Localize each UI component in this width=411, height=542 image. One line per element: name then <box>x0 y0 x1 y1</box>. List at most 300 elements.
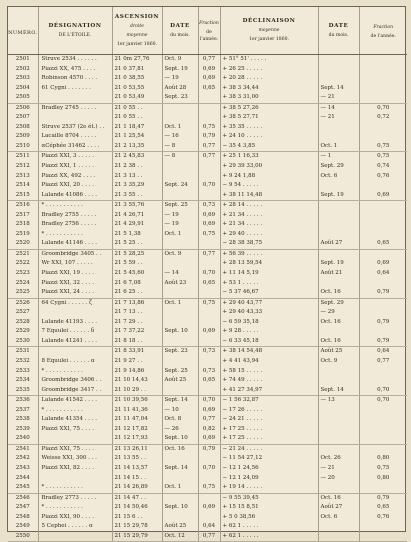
ascension-header: ASCENSION droite moyenne 1er janvier 1860. <box>112 7 162 55</box>
ra-fraction: 0,69 <box>198 434 220 444</box>
star-designation: Lalande 41146 . . . . <box>38 239 112 249</box>
ra-fraction: 0,75 <box>198 298 220 308</box>
right-ascension: 21 11 41,36 <box>112 406 162 416</box>
right-ascension: 21 5 25 . . <box>112 239 162 249</box>
dec-fraction: 0,76 <box>377 172 390 179</box>
row-number: 2542 <box>8 454 38 464</box>
ra-date: Sept. 19 <box>162 65 198 75</box>
right-ascension: 21 5 1,38 <box>112 230 162 240</box>
star-designation: Lacaille 8704 . . . . . <box>38 132 112 142</box>
declination: + 56 39 . . . . . <box>220 249 318 259</box>
table-row <box>8 191 407 201</box>
ra-date <box>162 113 198 123</box>
right-ascension: 21 4 26,71 <box>112 211 162 221</box>
dec-fraction: 0,69 <box>359 191 407 201</box>
dec-fraction: 0,70 <box>377 397 390 404</box>
star-designation: 5 Cephei . . . . . . α <box>38 522 112 532</box>
right-ascension: 21 5 45,60 <box>112 269 162 279</box>
dec-fraction: 0,79 <box>359 337 407 347</box>
table-row <box>8 220 407 230</box>
declination: + 74 49 . . . . . <box>220 376 318 386</box>
table-row <box>8 279 407 289</box>
right-ascension: 21 9 14,86 <box>112 367 162 377</box>
declination: + 4 41 43,94 <box>220 357 318 367</box>
star-designation: Bradley 2745 . . . . . <box>38 103 112 113</box>
dec-date: — 20 <box>318 474 359 484</box>
declination: − 17 26 . . . . . <box>220 406 318 416</box>
declination: − 6 33 45,18 <box>220 337 318 347</box>
dec-date: Août 27 <box>318 239 359 249</box>
dec-fraction: 0,65 <box>359 239 407 249</box>
ra-fraction <box>198 162 220 172</box>
row-number: 2523 <box>8 269 38 279</box>
table-row <box>8 367 407 377</box>
star-designation <box>38 93 112 103</box>
dec-fraction <box>359 298 407 308</box>
dec-date: Sept. 29 <box>318 298 359 308</box>
dec-date: Oct. 16 <box>318 318 359 328</box>
row-number: 2535 <box>8 386 38 396</box>
ra-fraction <box>198 318 220 328</box>
star-designation: Piazzi XXI, 1 . . . . . <box>38 162 112 172</box>
dec-date: Août 25 <box>318 347 359 357</box>
star-designation: Weisse XXI, 300 . . . <box>38 454 112 464</box>
fraction2-header: Fraction de l'année. <box>359 7 407 55</box>
dec-fraction <box>359 211 407 221</box>
right-ascension: 21 3 55,76 <box>112 201 162 211</box>
dec-fraction <box>359 230 407 240</box>
row-number: 2533 <box>8 367 38 377</box>
dec-date: — 14 <box>318 103 359 113</box>
table-row <box>8 259 407 269</box>
right-ascension: 21 2 38 . . <box>112 162 162 172</box>
table-row <box>8 434 407 444</box>
table-row <box>8 474 407 484</box>
dec-date: Oct. 1 <box>318 142 359 152</box>
ra-date <box>162 239 198 249</box>
ra-date <box>162 103 198 113</box>
table-row <box>8 503 407 513</box>
right-ascension: 21 8 18 . . <box>112 337 162 347</box>
right-ascension: 21 0 55 . . <box>112 113 162 123</box>
row-number: 2539 <box>8 425 38 435</box>
declination: − 12 1 24,09 <box>220 474 318 484</box>
star-designation: 8 Equulei . . . . . . α <box>38 357 112 367</box>
ra-fraction <box>198 103 220 113</box>
dec-fraction: 0,77 <box>377 357 390 364</box>
table-row <box>8 493 407 503</box>
ra-fraction <box>198 113 220 123</box>
table-row <box>8 230 407 240</box>
table-row <box>8 132 407 142</box>
right-ascension: 21 5 28,25 <box>112 249 162 259</box>
star-designation: Lalande 41241 . . . . <box>38 337 112 347</box>
dec-date: Oct. 9 <box>318 357 359 367</box>
ra-date: Sept. 23 <box>162 93 198 103</box>
row-number: 2544 <box>8 474 38 484</box>
row-number: 2509 <box>8 132 38 142</box>
ra-date: — 8 <box>162 142 198 152</box>
dec-fraction <box>359 522 407 532</box>
star-designation: Wr XXI, 107 . . . . . <box>38 259 112 269</box>
row-number: 2503 <box>8 74 38 84</box>
dec-date: — 21 <box>318 464 359 474</box>
dec-fraction <box>359 132 407 142</box>
dec-date <box>318 220 359 230</box>
ra-date <box>162 513 198 523</box>
table-row <box>8 396 407 406</box>
ra-fraction: 0,65 <box>198 84 220 94</box>
table-row <box>8 172 407 182</box>
row-number: 2519 <box>8 230 38 240</box>
table-row <box>8 288 407 298</box>
dec-fraction <box>359 84 407 94</box>
table-row <box>8 415 407 425</box>
star-catalogue-table <box>8 7 407 542</box>
declination: − 21 24 . . . . . <box>220 444 318 454</box>
ra-date: — 10 <box>162 406 198 416</box>
dec-date <box>318 211 359 221</box>
star-designation: * . . . . . . . . . . . <box>38 201 112 211</box>
dec-fraction <box>359 406 407 416</box>
dec-fraction <box>359 181 407 191</box>
table-body <box>8 55 407 542</box>
declination: + 19 14 . . . . . <box>220 483 318 493</box>
ra-date: Oct. 16 <box>162 444 198 454</box>
ra-fraction: 0,75 <box>198 123 220 133</box>
ra-date: Oct. 8 <box>162 415 198 425</box>
ra-date: Oct. 12 <box>162 532 198 542</box>
numero-header: NUMÉRO. <box>8 7 38 55</box>
declination: + 38 5 27,71 <box>220 113 318 123</box>
star-designation: Piazzi XXI, 75 . . . . <box>38 425 112 435</box>
dec-fraction <box>359 93 407 103</box>
row-number: 2536 <box>8 396 38 406</box>
declination: − 11 54 27,12 <box>220 454 318 464</box>
right-ascension: 21 13 55 . . <box>112 454 162 464</box>
row-number: 2510 <box>8 142 38 152</box>
table-row <box>8 337 407 347</box>
right-ascension: 21 0m 27,76 <box>112 55 162 65</box>
dec-fraction <box>359 308 407 318</box>
ra-fraction: 0,77 <box>198 249 220 259</box>
declination: + 25 1 16,33 <box>220 152 318 162</box>
row-number: 2517 <box>8 211 38 221</box>
dec-date: Août 27 <box>318 503 359 513</box>
star-designation: * . . . . . . . . . . . <box>38 367 112 377</box>
right-ascension: 21 11 47,04 <box>112 415 162 425</box>
ra-fraction <box>198 337 220 347</box>
declination: + 11 14 5,19 <box>220 269 318 279</box>
right-ascension: 21 0 55 . . <box>112 103 162 113</box>
table-row <box>8 249 407 259</box>
table-row <box>8 269 407 279</box>
right-ascension: 21 15 29,79 <box>112 532 162 542</box>
date2-header: DATE du mois. <box>318 7 359 55</box>
right-ascension: 21 10 39,56 <box>112 396 162 406</box>
dec-fraction: 0,80 <box>377 455 390 462</box>
row-number: 2504 <box>8 84 38 94</box>
right-ascension: 21 10 29 . . <box>112 386 162 396</box>
right-ascension: 21 7 29 . . <box>112 318 162 328</box>
star-designation: Bradley 2773 . . . . . <box>38 493 112 503</box>
declination: + 21 34 . . . . . <box>220 220 318 230</box>
ra-fraction: 0,77 <box>198 532 220 542</box>
right-ascension: 21 2 45,83 <box>112 152 162 162</box>
star-designation: Groombridge 3406 . . <box>38 376 112 386</box>
ra-date: Sept. 10 <box>162 434 198 444</box>
ra-date: Août 25 <box>162 522 198 532</box>
star-designation: Piazzi XX, 492 . . . . <box>38 172 112 182</box>
ra-fraction <box>198 93 220 103</box>
dec-fraction: 0,75 <box>377 153 390 160</box>
right-ascension: 21 14 50,46 <box>112 503 162 513</box>
table-row <box>8 162 407 172</box>
ra-fraction: 0,69 <box>198 74 220 84</box>
right-ascension: 21 13 26,11 <box>112 444 162 454</box>
ra-fraction: 0,82 <box>198 425 220 435</box>
ra-date: — 26 <box>162 425 198 435</box>
ra-fraction: 0,75 <box>198 230 220 240</box>
dec-date <box>318 367 359 377</box>
ra-fraction <box>198 288 220 298</box>
declination: + 38 14 54,48 <box>220 347 318 357</box>
ra-fraction: 0,77 <box>198 55 220 65</box>
right-ascension: 21 14 13,57 <box>112 464 162 474</box>
ra-fraction: 0,77 <box>198 142 220 152</box>
star-designation: * . . . . . . . . . . . <box>38 503 112 513</box>
row-number: 2549 <box>8 522 38 532</box>
declination: + 38 11 14,48 <box>220 191 318 201</box>
ra-date <box>162 172 198 182</box>
row-number: 2515 <box>8 191 38 201</box>
ra-fraction <box>198 513 220 523</box>
ra-date: Sept. 25 <box>162 201 198 211</box>
dec-date: — 21 <box>318 113 359 123</box>
dec-date <box>318 522 359 532</box>
right-ascension: 21 7 13,86 <box>112 298 162 308</box>
row-number: 2529 <box>8 327 38 337</box>
ra-date: — 19 <box>162 74 198 84</box>
table-row <box>8 406 407 416</box>
star-designation <box>38 474 112 484</box>
declination: − 28 38 38,75 <box>220 239 318 249</box>
ra-date: Oct. 9 <box>162 249 198 259</box>
declination: + 58 15 . . . . . <box>220 367 318 377</box>
star-designation: Piazzi XXI, 82 . . . . <box>38 464 112 474</box>
right-ascension: 21 3 55 . . <box>112 191 162 201</box>
dec-date <box>318 74 359 84</box>
ra-fraction <box>198 239 220 249</box>
right-ascension: 21 10 14,43 <box>112 376 162 386</box>
dec-fraction: 0,65 <box>377 504 390 511</box>
row-number: 2545 <box>8 483 38 493</box>
table-row <box>8 201 407 211</box>
dec-date: Sept. 19 <box>318 259 359 269</box>
ra-date: Sept. 24 <box>162 181 198 191</box>
row-number: 2543 <box>8 464 38 474</box>
row-number: 2537 <box>8 406 38 416</box>
right-ascension: 21 7 37,22 <box>112 327 162 337</box>
row-number: 2531 <box>8 347 38 357</box>
ra-date: Oct. 1 <box>162 298 198 308</box>
declination: + 20 28 . . . . . <box>220 74 318 84</box>
table-row <box>8 308 407 318</box>
fraction-header: Fraction de l'année. <box>198 7 220 55</box>
dec-date: Sept. 29 <box>318 162 359 172</box>
right-ascension: 21 5 59 . . <box>112 259 162 269</box>
declination: + 62 1 . . . . . <box>220 532 318 542</box>
declination: + 17 25 . . . . . <box>220 434 318 444</box>
table-row <box>8 513 407 523</box>
dec-fraction <box>359 483 407 493</box>
row-number: 2525 <box>8 288 38 298</box>
ra-fraction: 0,77 <box>198 152 220 162</box>
ra-fraction: 0,64 <box>198 522 220 532</box>
ra-date: Sept. 25 <box>162 367 198 377</box>
row-number: 2513 <box>8 172 38 182</box>
row-number: 2508 <box>8 123 38 133</box>
dec-fraction <box>359 55 407 65</box>
star-designation: Groombridge 3417 . . <box>38 386 112 396</box>
dec-date <box>318 123 359 133</box>
dec-date: Sept. 14 <box>318 386 359 396</box>
dec-date: Août 21 <box>318 269 359 279</box>
declination: + 29 39 33,00 <box>220 162 318 172</box>
ra-fraction: 0,69 <box>198 503 220 513</box>
dec-fraction <box>359 376 407 386</box>
row-number: 2547 <box>8 503 38 513</box>
dec-fraction <box>359 220 407 230</box>
table-row <box>8 522 407 532</box>
declination: + 21 34 . . . . . <box>220 211 318 221</box>
declination: − 12 1 24,56 <box>220 464 318 474</box>
dec-date: — 1 <box>318 152 359 162</box>
table-row <box>8 357 407 367</box>
dec-date <box>318 434 359 444</box>
row-number: 2516 <box>8 201 38 211</box>
dec-fraction: 0,69 <box>377 260 390 267</box>
table-row <box>8 298 407 308</box>
ra-date: Oct. 9 <box>162 55 198 65</box>
ra-date: Août 25 <box>162 376 198 386</box>
dec-fraction <box>359 279 407 289</box>
ra-fraction: 0,69 <box>198 220 220 230</box>
dec-fraction: 0,79 <box>377 318 390 325</box>
ra-date: Sept. 23 <box>162 347 198 357</box>
right-ascension: 21 12 17,93 <box>112 434 162 444</box>
dec-date <box>318 444 359 454</box>
dec-fraction: 0,70 <box>377 104 390 111</box>
ra-fraction: 0,65 <box>198 376 220 386</box>
ra-date: Oct. 1 <box>162 230 198 240</box>
right-ascension: 21 8 33,91 <box>112 347 162 357</box>
right-ascension: 21 15 29,78 <box>112 522 162 532</box>
star-designation: Lalande 41542 . . . . <box>38 396 112 406</box>
right-ascension: 21 0 53,49 <box>112 93 162 103</box>
declination: − 24 21 . . . . . <box>220 415 318 425</box>
star-designation <box>38 308 112 318</box>
right-ascension: 21 9 27 . . <box>112 357 162 367</box>
right-ascension: 21 6 7,08 <box>112 279 162 289</box>
right-ascension: 21 0 37,81 <box>112 65 162 75</box>
star-designation: Lalande 41193 . . . . <box>38 318 112 328</box>
table-row <box>8 444 407 454</box>
ra-date <box>162 386 198 396</box>
ra-fraction: 0,70 <box>198 396 220 406</box>
dec-date <box>318 249 359 259</box>
dec-date <box>318 181 359 191</box>
star-designation: Piazzi XXI, 75 . . . . <box>38 444 112 454</box>
row-number: 2518 <box>8 220 38 230</box>
ra-date <box>162 454 198 464</box>
declination: + 51° 51' . . . . . <box>220 55 318 65</box>
dec-fraction <box>359 201 407 211</box>
ra-date: Oct. 1 <box>162 123 198 133</box>
row-number: 2522 <box>8 259 38 269</box>
ra-fraction <box>198 191 220 201</box>
declination: + 15 15 8,51 <box>220 503 318 513</box>
dec-date: — 21 <box>318 93 359 103</box>
table-row <box>8 142 407 152</box>
dec-date: Oct. 16 <box>318 288 359 298</box>
row-number: 2524 <box>8 279 38 289</box>
dec-date <box>318 483 359 493</box>
declination: + 9 24 1,88 <box>220 172 318 182</box>
ra-fraction: 0,73 <box>198 347 220 357</box>
row-number: 2541 <box>8 444 38 454</box>
row-number: 2521 <box>8 249 38 259</box>
ra-date: — 8 <box>162 152 198 162</box>
dec-fraction <box>359 327 407 337</box>
dec-date <box>318 376 359 386</box>
row-number: 2511 <box>8 152 38 162</box>
declination: + 62 1 . . . . . <box>220 522 318 532</box>
ra-fraction: 0,69 <box>198 327 220 337</box>
row-number: 2550 <box>8 532 38 542</box>
row-number: 2530 <box>8 337 38 347</box>
declination: − 5 37 46,67 <box>220 288 318 298</box>
row-number: 2546 <box>8 493 38 503</box>
ra-date: Août 23 <box>162 279 198 289</box>
ra-date: Sept. 14 <box>162 464 198 474</box>
star-designation: αCéphée 31462 . . . . <box>38 142 112 152</box>
dec-date <box>318 132 359 142</box>
star-designation: Piazzi XX, 475 . . . . <box>38 65 112 75</box>
table-row <box>8 425 407 435</box>
dec-date <box>318 65 359 75</box>
right-ascension: 21 14 26,89 <box>112 483 162 493</box>
table-row <box>8 327 407 337</box>
ra-fraction: 0,70 <box>198 181 220 191</box>
declination: + 35 35 . . . . . <box>220 123 318 133</box>
star-designation: * . . . . . . . . . . . <box>38 406 112 416</box>
dec-date: Oct. 26 <box>318 454 359 464</box>
star-designation: 64 Cygni . . . . . . ζ <box>38 298 112 308</box>
table-row <box>8 376 407 386</box>
ra-fraction <box>198 386 220 396</box>
ra-date: — 14 <box>162 269 198 279</box>
ra-date: — 19 <box>162 211 198 221</box>
declination: + 29 40 43,33 <box>220 308 318 318</box>
ra-fraction <box>198 493 220 503</box>
table-row <box>8 464 407 474</box>
ra-date: Sept. 14 <box>162 396 198 406</box>
ra-fraction: 0,70 <box>198 269 220 279</box>
row-number: 2548 <box>8 513 38 523</box>
dec-date <box>318 201 359 211</box>
row-number: 2532 <box>8 357 38 367</box>
